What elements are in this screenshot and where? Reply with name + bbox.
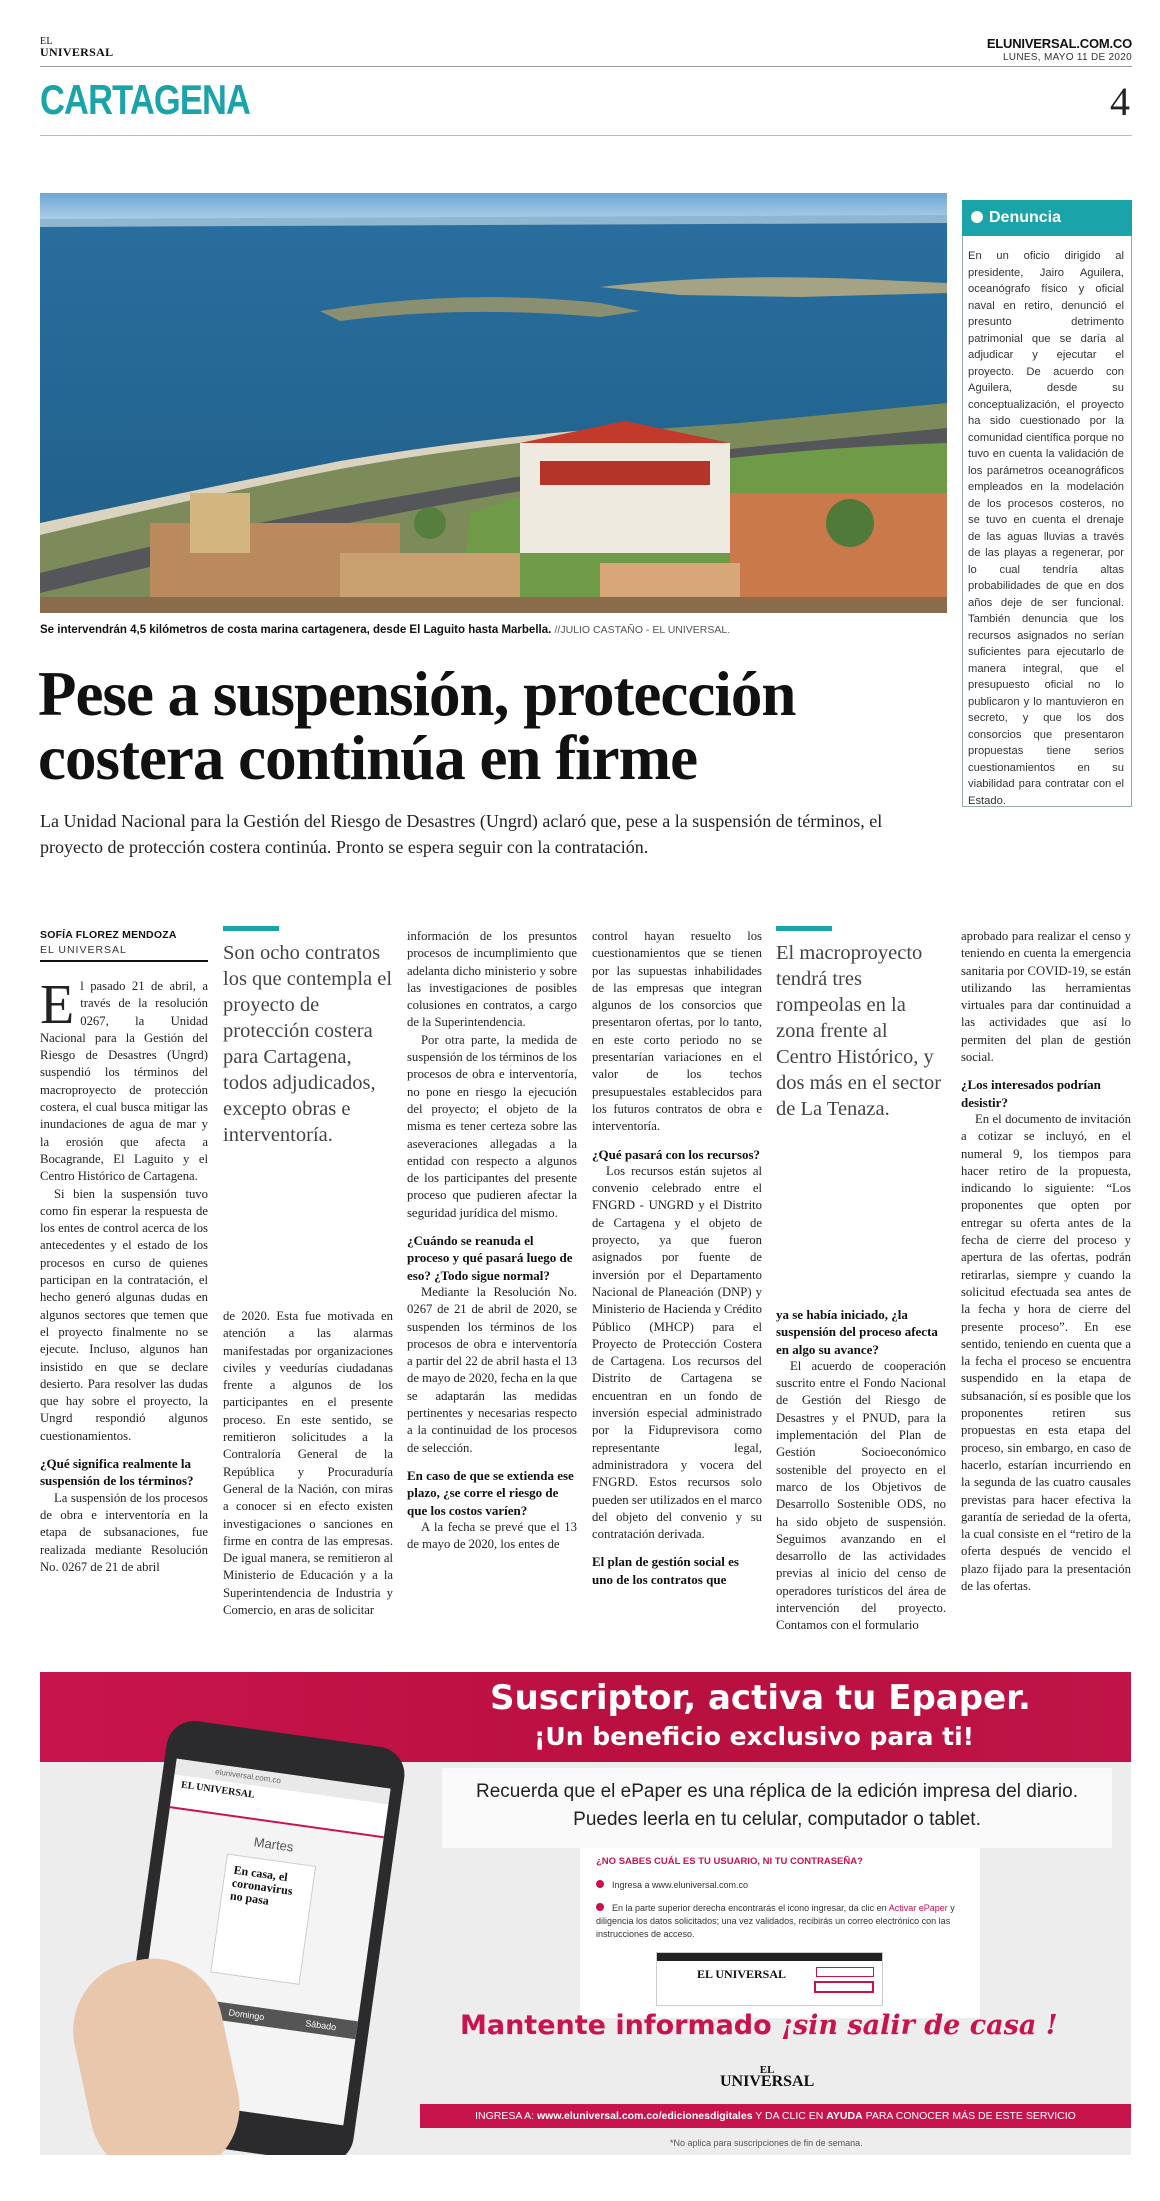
paragraph: A la fecha se prevé que el 13 de mayo de 2020, los entes de xyxy=(407,1519,577,1552)
epaper-url-link[interactable]: www.eluniversal.com.co/edicionesdigitales xyxy=(537,2110,753,2122)
mini-logo: EL UNIVERSAL xyxy=(697,1967,787,1981)
ad-description: Recuerda que el ePaper es una réplica de la edición impresa del diario. Puedes leerla en tu celular, computador o tablet. xyxy=(475,1781,1079,1830)
page-number: 4 xyxy=(1110,79,1130,124)
ad-footnote: *No aplica para suscripciones de fin de semana. xyxy=(670,2138,863,2148)
activar-epaper-link[interactable]: Activar ePaper xyxy=(888,1903,948,1913)
sidebar-header xyxy=(962,200,1132,236)
paragraph: Por otra parte, la medida de suspensión de los términos de los procesos de obra e interventoría, no pone en riesgo la ejecución del proyecto; el objeto de la misma es tener certeza sobre las aseveraciones allegadas a la entidad con respecto a algunos de los participantes del presente proceso que pudieren afectar la seguridad jurídica del mismo. xyxy=(407,1032,577,1220)
publication: EL UNIVERSAL xyxy=(40,944,127,956)
paragraph: control hayan resuelto los cuestionamientos que se tienen por las supuestas inhabilidades de las empresas que integran algunos de los consorcios que presentaron ofertas, por lo tanto, en este corto periodo no se presentarían variaciones en el valor de los techos presupuestales establecidos para los futuros contratos de obra e interventoría. xyxy=(592,929,762,1134)
paragraph: aprobado para realizar el censo y teniendo en cuenta la emergencia sanitaria por COVID-19, se están utilizando las herramientas virtuales para dar continuidad a las actividades que así lo permiten del plan de gestión social. xyxy=(961,929,1131,1065)
ad-title: Suscriptor, activa tu Epaper. xyxy=(490,1678,1031,1718)
ad-screenshot xyxy=(656,1952,883,2006)
site-info xyxy=(987,36,1132,63)
activate-icon xyxy=(814,1981,874,1993)
bullet-icon xyxy=(596,1880,604,1888)
ad-step-2: En la parte superior derecha encontrarás el icono ingresar, da clic en Activar ePaper y diligencia los datos solicitados; una vez validados, recibirás un correo electrónico con las instrucciones de acceso. xyxy=(596,1903,955,1939)
column-4 xyxy=(592,928,762,1588)
subheading: ¿Los interesados podrían desistir? xyxy=(961,1077,1101,1110)
masthead-logo: EL UNIVERSAL xyxy=(40,36,114,59)
phone-logo: EL UNIVERSAL xyxy=(170,1774,389,1838)
subheading: ya se había iniciado, ¿la suspensión del proceso afecta en algo su avance? xyxy=(776,1307,938,1357)
ad-subtitle: ¡Un beneficio exclusivo para ti! xyxy=(534,1722,975,1751)
byline-rule xyxy=(40,960,208,962)
lead-photo xyxy=(40,193,947,613)
drop-cap: E xyxy=(40,974,75,1036)
paragraph: Si bien la suspensión tuvo como fin esperar la respuesta de los entes de control acerca de los antecedentes y el estado de los procesos en curso de quienes participan en la contratación, el hecho generó algunas dudas en algunos sectores que temen que el proyecto finalmente no se ejecute. Incluso, algunos han insistido en que se declare desierto. Para resolver las dudas que hay sobre el proyecto, la Ungrd respondió algunos cuestionamientos. xyxy=(40,1186,208,1443)
bullet-icon xyxy=(596,1903,604,1911)
bullet-icon xyxy=(971,211,983,223)
ad-step-1: Ingresa a www.eluniversal.com.co xyxy=(596,1880,976,1890)
author: SOFÍA FLOREZ MENDOZA xyxy=(40,929,177,941)
sidebar-text: En un oficio dirigido al presidente, Jairo Aguilera, oceanógrafo físico y oficial naval en retiro, denunció el presunto detrimento patrimonial que se daría al adjudicar y ejecutar el proyecto. De acuerdo con Aguilera, desde su conceptualización, el proyecto ha sido cuestionado por la comunidad científica porque no tuvo en cuenta la validación de los parámetros oceanográficos empleados en la modelación de los procesos costeros, no se tuvo en cuenta el drenaje de las aguas lluvias a través de las playas a regenerar, por lo cual tendría altas probabilidades de que en dos años deje de ser funcional. También denuncia que los recursos asignados no serían suficientes para ejecutarlo de manera integral, que el presupuesto oficial no lo publicaron y lo mantuvieron en secreto, y que los dos consorcios que presentaron propuestas tiene serios cuestionamientos en su viabilidad para contratar con el Estado. xyxy=(968,250,1124,807)
column-1 xyxy=(40,974,208,1576)
ad-question: ¿NO SABES CUÁL ES TU USUARIO, NI TU CONTRASEÑA? xyxy=(596,1856,863,1867)
column-2 xyxy=(223,1308,393,1619)
phone-illustration xyxy=(112,1717,408,2155)
phone-day: Martes xyxy=(252,1834,295,1855)
column-5 xyxy=(776,1306,946,1635)
phone-url: eluniversal.com.co xyxy=(174,1759,390,1805)
paragraph: El acuerdo de cooperación suscrito entre el Fondo Nacional de Gestión del Riesgo de Desastres y el PNUD, para la implementación del Plan de Gestión Socioeconómico sostenible del proyecto en el marco de los Objetivos de Desarrollo Sostenible ODS, no ha sido objeto de suspensión. Seguimos avanzando en el desarrollo de las actividades previas al inicio del censo de operadores turísticos del área de intervención del proyecto. Contamos con el formulario xyxy=(776,1358,946,1633)
phone-tab: Sábado xyxy=(304,2018,337,2033)
pull-quote-bar xyxy=(223,926,279,931)
subheading: El plan de gestión social es uno de los contratos que xyxy=(592,1554,739,1587)
ad-slogan: Mantente informado ¡sin salir de casa ! xyxy=(460,2010,1058,2041)
subheading: ¿Qué significa realmente la suspensión de los términos? xyxy=(40,1456,194,1489)
column-3 xyxy=(407,928,577,1553)
ad-cta-bar: INGRESA A: www.eluniversal.com.co/edicionesdigitales Y DA CLIC EN AYUDA PARA CONOCER MÁS DE ESTE SERVICIO xyxy=(420,2104,1131,2128)
subheading: En caso de que se extienda ese plazo, ¿se corre el riesgo de que los costos varíen? xyxy=(407,1467,574,1518)
sidebar-title: Denuncia xyxy=(989,209,1062,226)
ayuda-link[interactable]: AYUDA xyxy=(826,2110,863,2122)
column-6 xyxy=(961,928,1131,1595)
paragraph: El pasado 21 de abril, a través de la resolución 0267, la Unidad Nacional para la Gestión del Riesgo de Desastres (Ungrd) suspendió los términos del macroproyecto de protección costera, el cual busca mitigar las inundaciones de agua de mar y la erosión que afecta a Bocagrande, El Laguito y el Centro Histórico de Cartagena. xyxy=(40,974,208,1184)
photo-caption xyxy=(40,624,947,636)
section-rule xyxy=(40,135,1132,136)
section-title: CARTAGENA xyxy=(40,76,251,123)
phone-tab: Domingo xyxy=(227,2007,266,2023)
paragraph: La suspensión de los procesos de obra e interventoría en la etapa de subsanaciones, fue realizada mediante Resolución No. 0267 de 21 de abril xyxy=(40,1490,208,1574)
subheading: ¿Qué pasará con los recursos? xyxy=(592,1146,761,1162)
epaper-ad[interactable] xyxy=(40,1672,1131,2155)
paragraph: de 2020. Esta fue motivada en atención a las alarmas manifestadas por organizaciones civiles y veedurías ciudadanas frente a algunos de los participantes en el presente proceso. En este sentido, se remitieron solicitudes a la Contraloría General de la República y Procuraduría General de la Nación, con miras a conocer si en efecto existen investigaciones o sanciones en firme en contra de las empresas. De igual manera, se remitieron al Ministerio de Educación y a la Superintendencia de Industria y Comercio, en aras de solicitar xyxy=(223,1309,393,1618)
paragraph: Mediante la Resolución No. 0267 de 21 de abril de 2020, se suspenden los términos de los procesos de obra e interventoría a partir del 22 de abril hasta el 13 de mayo de 2020, fecha en la que se adaptarán las medidas pertinentes y necesarias respecto a la continuidad de los procesos de selección. xyxy=(407,1284,577,1455)
deck: La Unidad Nacional para la Gestión del Riesgo de Desastres (Ungrd) aclaró que, pese a la suspensión de términos, el proyecto de protección costera continúa. Pronto se espera seguir con la contratación. xyxy=(40,811,883,857)
site-url: ELUNIVERSAL.COM.CO xyxy=(986,36,1132,51)
paragraph: Los recursos están sujetos al convenio celebrado entre el FNGRD - UNGRD y el Distrito de Cartagena y el objeto de proyecto, ya que fueron asignados por fuente de inversión por el Departamento Nacional de Planeación (DNP) y Ministerio de Hacienda y Crédito Público (MHCP) para el Proyecto de Protección Costera de Cartagena. Los recursos del Distrito de Cartagena se encuentran en un fondo de inversión especial administrado por la Fiduprevisora como representante legal, administradora y vocera del FNGRD. Estos recursos solo pueden ser utilizados en el marco del objeto del convenio y su contratación derivada. xyxy=(592,1163,762,1542)
edition-date: LUNES, MAYO 11 DE 2020 xyxy=(1002,52,1132,63)
phone-headline: En casa, el coronavirus no pasa xyxy=(210,1854,316,1985)
header-rule xyxy=(40,66,1132,67)
headline: Pese a suspensión, protección costera continúa en firme xyxy=(38,659,796,793)
pull-quote: El macroproyecto tendrá tres rompeolas en la zona frente al Centro Histórico, y dos más en el sector de La Tenaza. xyxy=(776,942,942,1120)
caption-text: Se intervendrán 4,5 kilómetros de costa marina cartagenera, desde El Laguito hasta Marbella. xyxy=(40,624,552,636)
paragraph: En el documento de invitación a cotizar se incluyó, en el numeral 9, los tiempos para hacer retiro de la propuesta, indicando lo siguiente: “Los proponentes que opten por entregar su oferta antes de la fecha de cierre del proceso y apertura de las ofertas, podrán retirarlas, siempre y cuando la solicitud efectuada sea antes de la fecha y hora de cierre del presente proceso”. En ese sentido, teniendo en cuenta que a la fecha el proceso se encuentra suspendido en la etapa de subsanación, sí es posible que los proponentes retiren sus propuestas en esta etapa del proceso, sin embargo, en caso de hacerlo, estarían incurriendo en la segunda de las cuatro causales previstas para hacer efectiva la garantía de seriedad de la oferta, la cual consiste en el “retiro de la oferta después de vencido el plazo fijado para la presentación de las ofertas. xyxy=(961,1111,1131,1593)
ad-logo: EL UNIVERSAL xyxy=(720,2064,815,2090)
photo-credit: //JULIO CASTAÑO - EL UNIVERSAL. xyxy=(554,624,731,636)
paragraph: información de los presuntos procesos de incumplimiento que adelanta dicho ministerio y sobre las investigaciones de posibles colusiones en contratos, a cargo de la Superintendencia. xyxy=(407,929,577,1030)
pull-quote: Son ocho contratos los que contempla el proyecto de protección costera para Cartagena, todos adjudicados, excepto obras e interventoría. xyxy=(223,942,393,1146)
pull-quote-bar xyxy=(776,926,832,931)
subheading: ¿Cuándo se reanuda el proceso y qué pasará luego de eso? ¿Todo sigue normal? xyxy=(407,1233,573,1283)
login-icon xyxy=(816,1967,874,1977)
